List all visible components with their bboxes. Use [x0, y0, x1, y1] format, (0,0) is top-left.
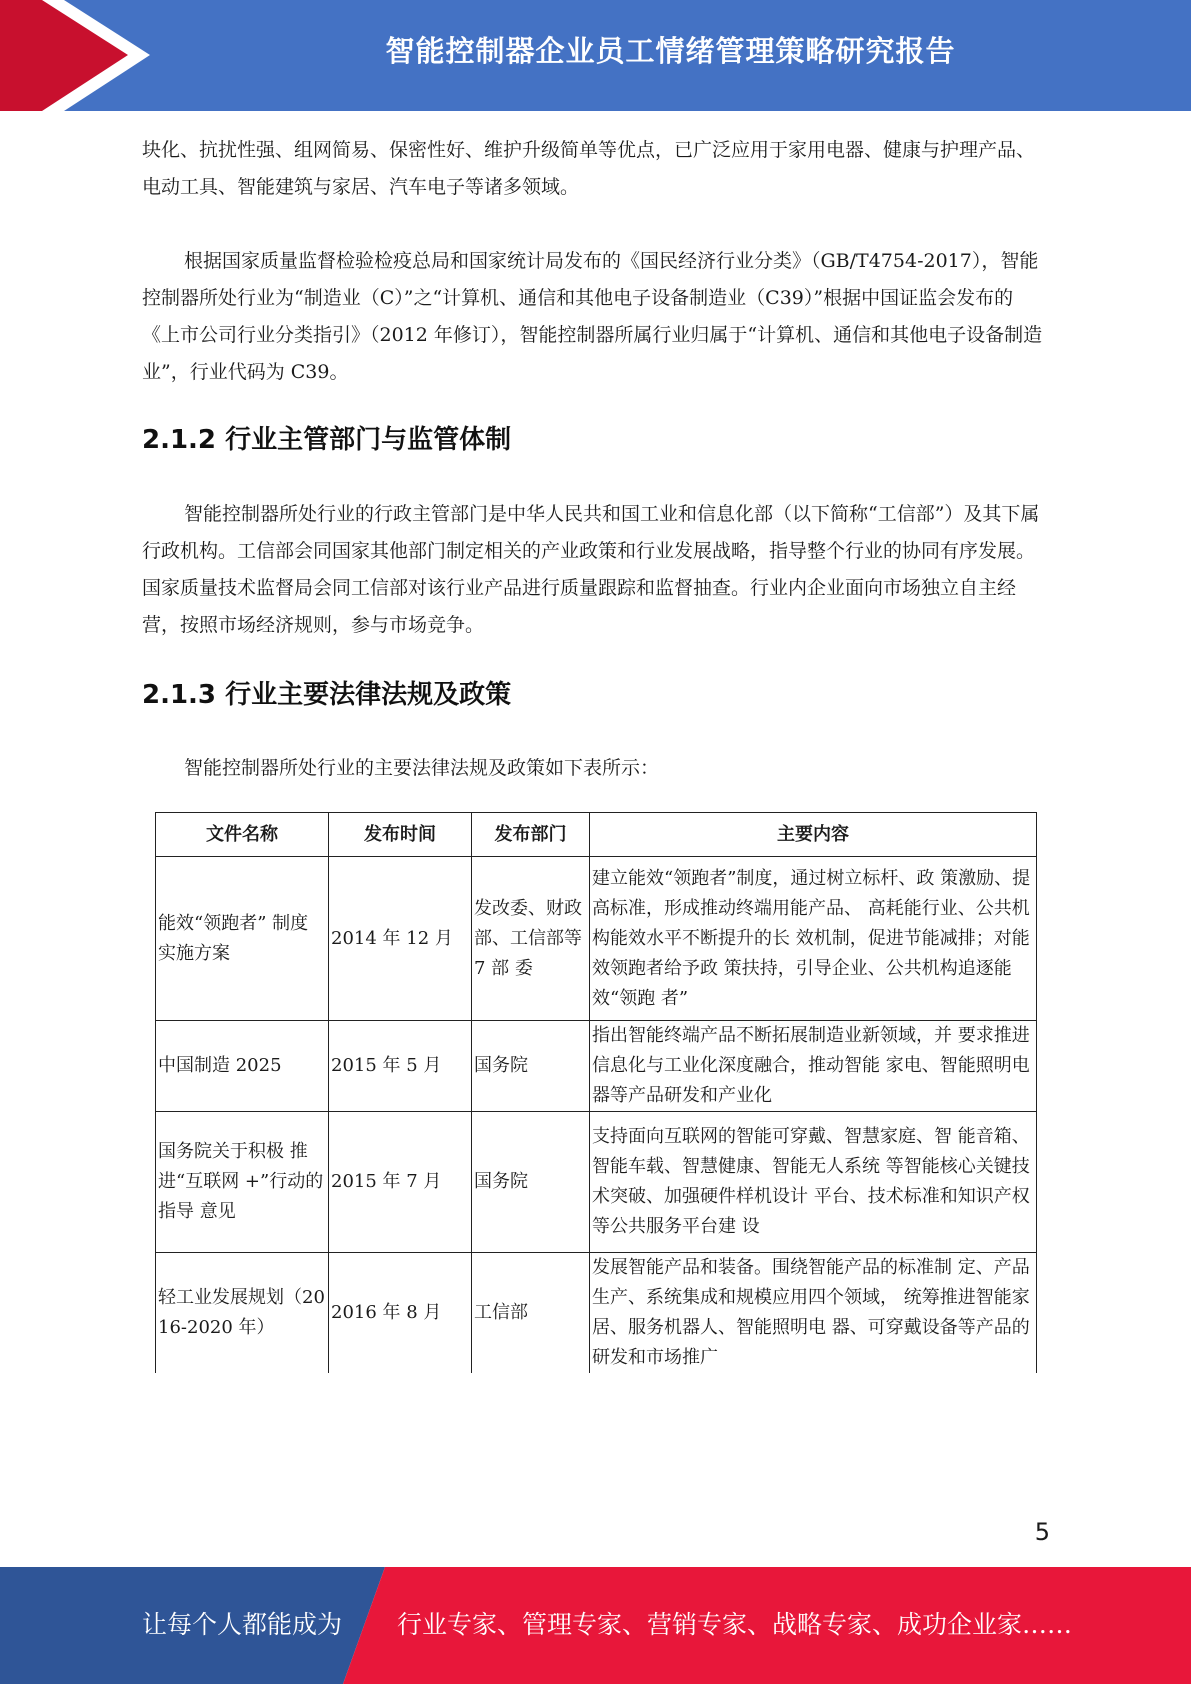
- page-number: 5: [1034, 1518, 1050, 1546]
- paragraph-table-intro: 智能控制器所处行业的主要法律法规及政策如下表所示：: [184, 757, 660, 779]
- cell-main-content: 建立能效“领跑者”制度，通过树立标杆、政 策激励、提高标准，形成推动终端用能产品、 高耗能行业、公共机构能效水平不断提升的长 效机制，促进节能减排；对能效领跑者给予政 策扶持，引导企业、公共机构追逐能效“领跑 者”: [590, 857, 1037, 1021]
- cell-release-date: 2015 年 5 月: [329, 1021, 472, 1112]
- section-heading-2-1-3: 2.1.3 行业主要法律法规及政策: [142, 680, 512, 710]
- column-header-department: 发布部门: [472, 813, 590, 857]
- cell-document-name: 轻工业发展规划（2016-2020 年）: [156, 1253, 329, 1374]
- cell-main-content: 发展智能产品和装备。围绕智能产品的标准制 定、产品生产、系统集成和规模应用四个领域， 统筹推进智能家居、服务机器人、智能照明电 器、可穿戴设备等产品的研发和市场推广: [590, 1253, 1037, 1374]
- cell-document-name: 能效“领跑者” 制度实施方案: [156, 857, 329, 1021]
- table-row: [156, 1112, 1037, 1253]
- cell-main-content: 支持面向互联网的智能可穿戴、智慧家庭、智 能音箱、智能车载、智慧健康、智能无人系统 等智能核心关键技术突破、加强硬件样机设计 平台、技术标准和知识产权等公共服务平台建 设: [590, 1112, 1037, 1253]
- cell-department: 发改委、财政部、工信部等 7 部 委: [472, 857, 590, 1021]
- cell-department: 工信部: [472, 1253, 590, 1374]
- table-row: [156, 1253, 1037, 1374]
- page-footer: [0, 1567, 1191, 1684]
- table-header-row: [156, 813, 1037, 857]
- cell-release-date: 2015 年 7 月: [329, 1112, 472, 1253]
- cell-release-date: 2014 年 12 月: [329, 857, 472, 1021]
- column-header-main-content: 主要内容: [590, 813, 1037, 857]
- section-heading-2-1-2: 2.1.2 行业主管部门与监管体制: [142, 425, 512, 455]
- cell-release-date: 2016 年 8 月: [329, 1253, 472, 1374]
- column-header-release-date: 发布时间: [329, 813, 472, 857]
- cell-document-name: 国务院关于积极 推进“互联网 +”行动的指导 意见: [156, 1112, 329, 1253]
- table-row: [156, 1021, 1037, 1112]
- report-title: 智能控制器企业员工情绪管理策略研究报告: [385, 34, 956, 68]
- policy-table: [155, 812, 1037, 1373]
- cell-document-name: 中国制造 2025: [156, 1021, 329, 1112]
- page-header: [0, 0, 1191, 111]
- paragraph-regulatory-authority: 智能控制器所处行业的行政主管部门是中华人民共和国工业和信息化部（以下简称“工信部”）及其下属行政机构。工信部会同国家其他部门制定相关的产业政策和行业发展战略，指导整个行业的协同有序发展。国家质量技术监督局会同工信部对该行业产品进行质量跟踪和监督抽查。行业内企业面向市场独立自主经营，按照市场经济规则，参与市场竞争。: [142, 503, 1040, 636]
- cell-department: 国务院: [472, 1021, 590, 1112]
- footer-slogan-left: 让每个人都能成为: [142, 1610, 343, 1639]
- column-header-document-name: 文件名称: [156, 813, 329, 857]
- cell-main-content: 指出智能终端产品不断拓展制造业新领域，并 要求推进信息化与工业化深度融合，推动智能 家电、智能照明电器等产品研发和产业化: [590, 1021, 1037, 1112]
- paragraph-industry-classification: 根据国家质量监督检验检疫总局和国家统计局发布的《国民经济行业分类》（GB/T4754-2017），智能控制器所处行业为“制造业（C）”之“计算机、通信和其他电子设备制造业（C39）”根据中国证监会发布的《上市公司行业分类指引》（2012 年修订），智能控制器所属行业归属于“计算机、通信和其他电子设备制造业”，行业代码为 C39。: [142, 250, 1043, 383]
- cell-department: 国务院: [472, 1112, 590, 1253]
- footer-slogan-right: 行业专家、管理专家、营销专家、战略专家、成功企业家……: [397, 1610, 1073, 1639]
- paragraph-intro-continued: 块化、抗扰性强、组网简易、保密性好、维护升级简单等优点，已广泛应用于家用电器、健康与护理产品、电动工具、智能建筑与家居、汽车电子等诸多领域。: [142, 139, 1036, 198]
- table-row: [156, 857, 1037, 1021]
